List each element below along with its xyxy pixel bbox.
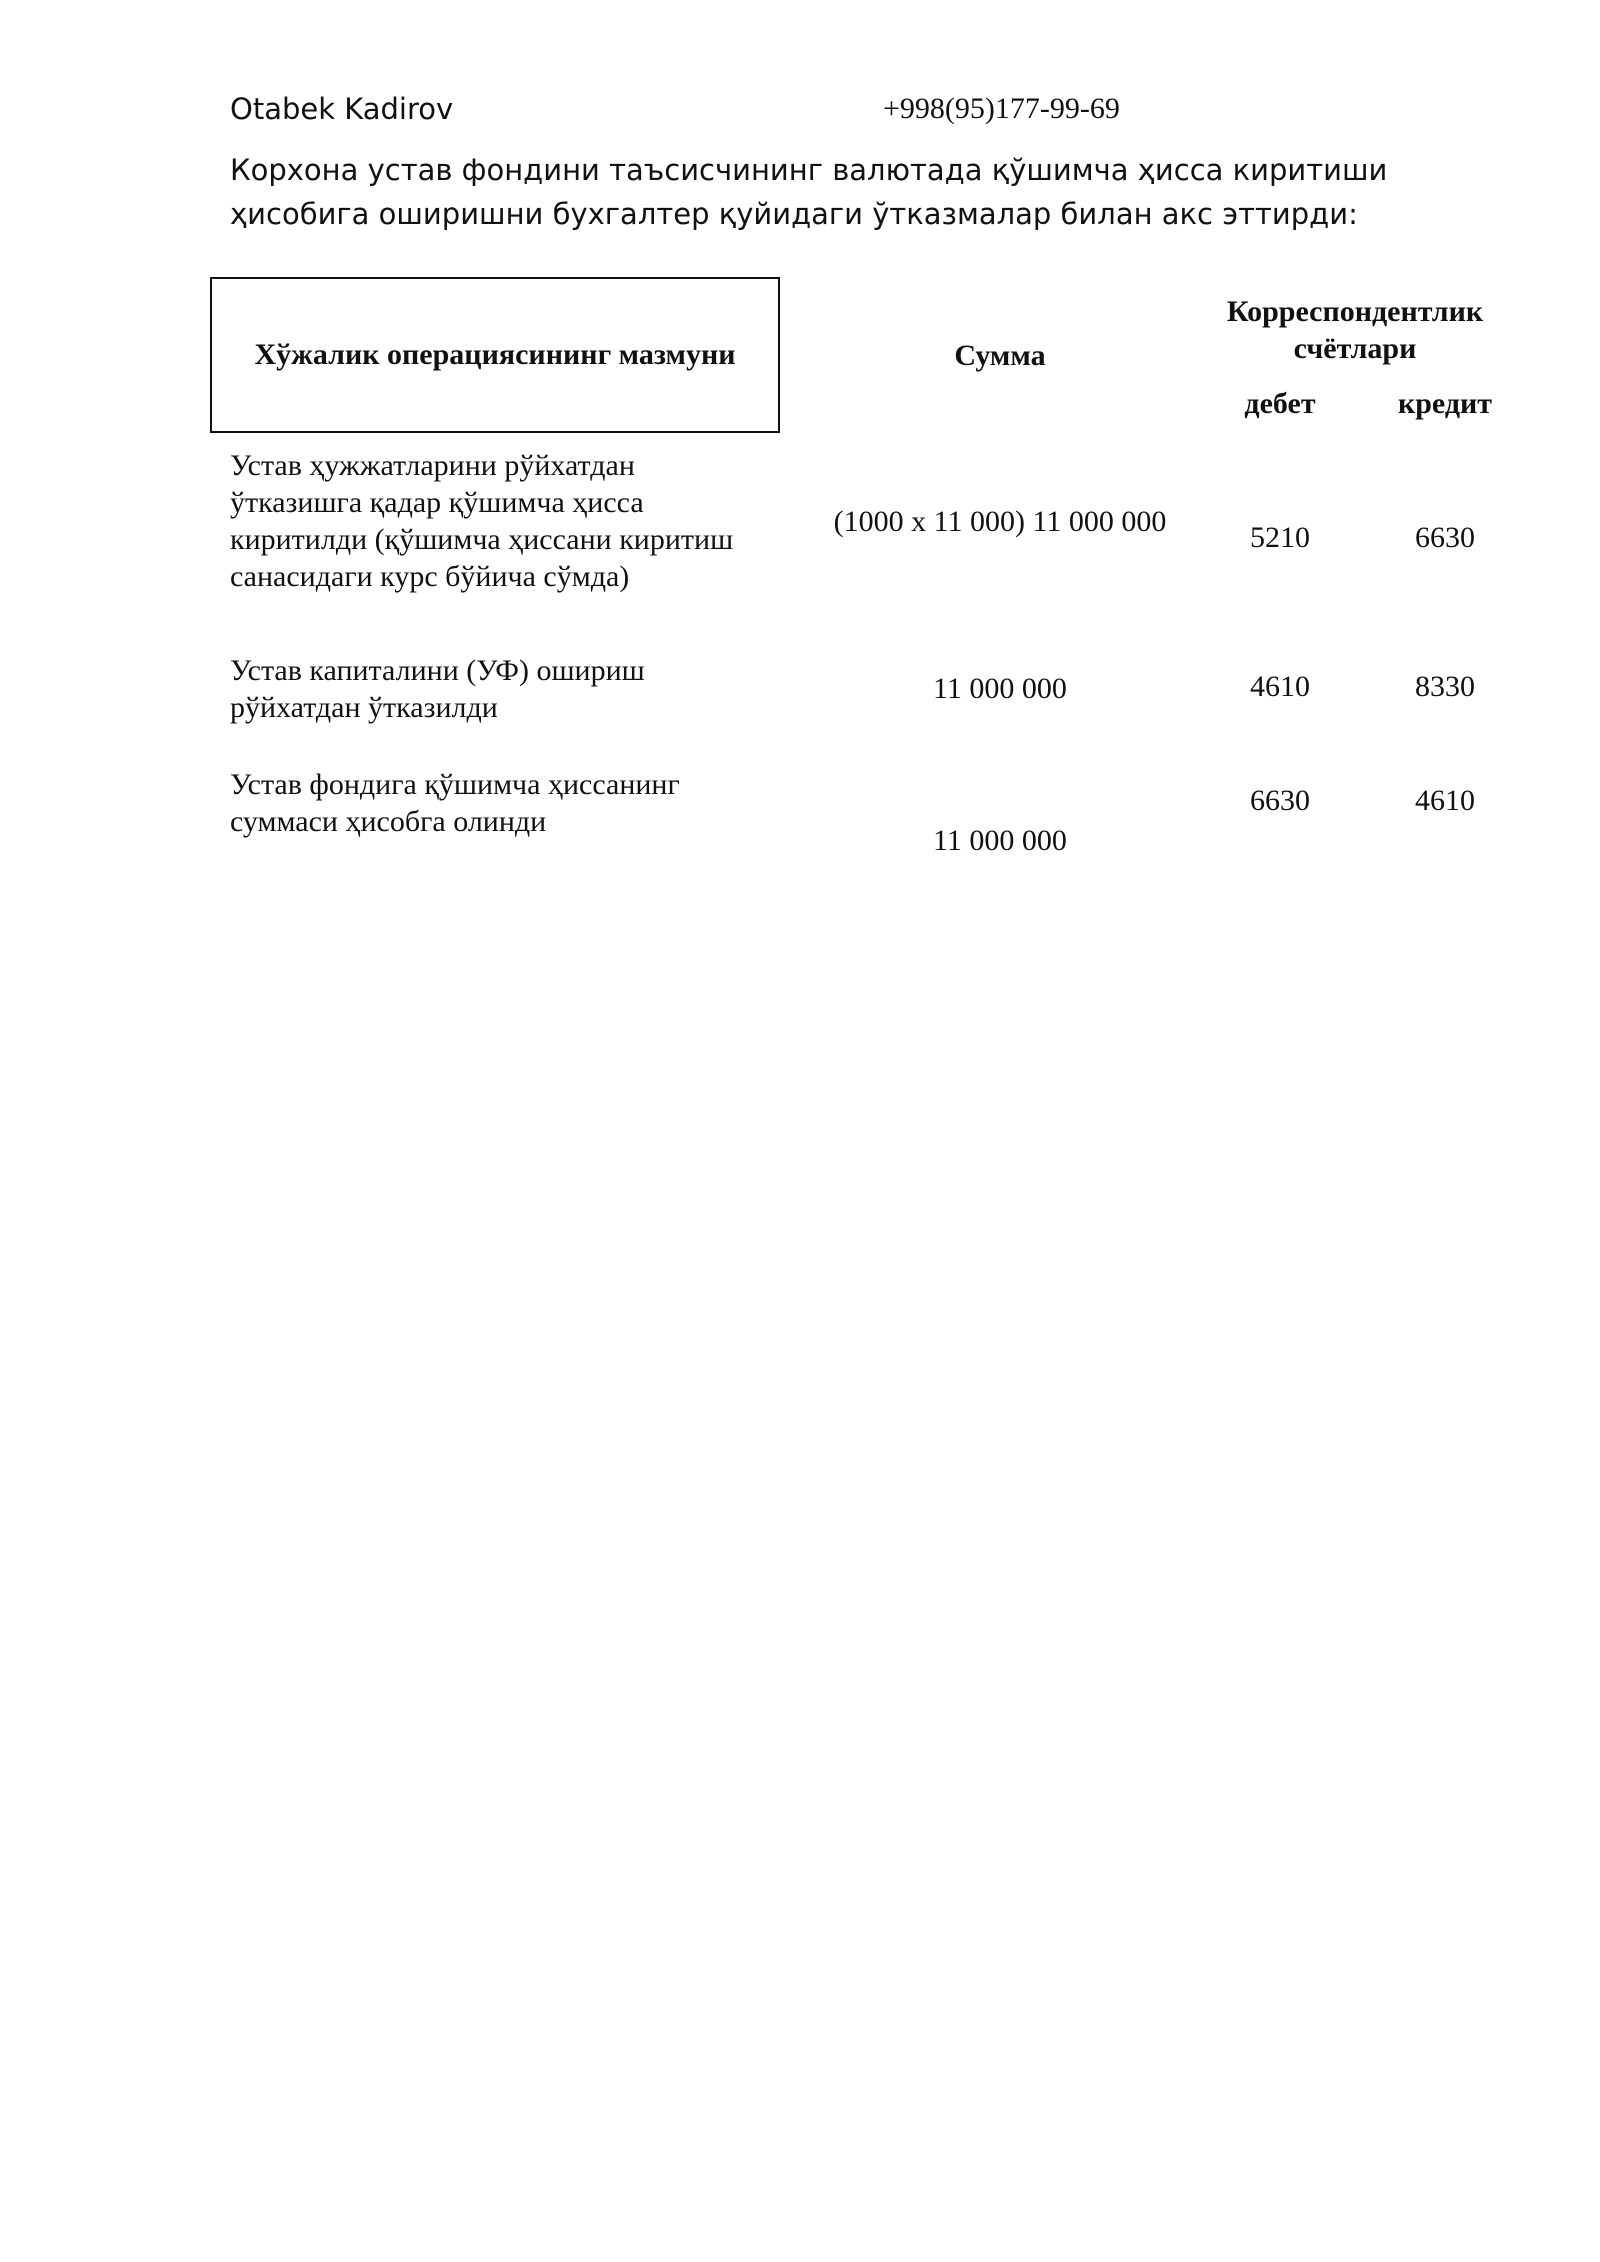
header-kredit: кредит — [1397, 387, 1493, 420]
row-description: Устав капиталини (УФ) ошириш рўйхатдан ўтказилди — [230, 654, 645, 724]
row-sum: (1000 x 11 000) 11 000 000 — [833, 505, 1167, 538]
row-kredit: 4610 — [1415, 784, 1475, 817]
row-kredit: 8330 — [1415, 670, 1475, 703]
row-sum: 11 000 000 — [933, 672, 1067, 705]
row-kredit: 6630 — [1415, 521, 1475, 554]
table-row — [210, 447, 1520, 637]
author-line — [230, 92, 1230, 134]
row-description: Устав ҳужжатларини рўйхатдан ўтказишга қадар қўшимча ҳисса киритилди (қўшимча ҳиссани киритиш санасидаги курс бўйича сўмда) — [230, 449, 734, 593]
header-correspondent-accounts: Корреспондентлик счётлари — [1226, 295, 1484, 365]
header-content: Хўжалик операциясининг мазмуни — [210, 277, 780, 433]
header-debet: дебет — [1244, 387, 1316, 420]
row-sum: 11 000 000 — [933, 824, 1067, 857]
intro-paragraph: Корхона устав фондини таъсисчининг валютада қўшимча ҳисса киритиши ҳисобига оширишни бухгалтер қуйидаги ўтказмалар билан акс эттирди: — [230, 153, 1388, 231]
author-name: Otabek Kadirov — [230, 92, 454, 126]
table-row — [210, 652, 1520, 732]
author-phone: +998(95)177-99-69 — [883, 92, 1120, 125]
row-debet: 4610 — [1250, 670, 1310, 703]
table-row — [210, 766, 1520, 866]
row-description: Устав фондига қўшимча ҳиссанинг суммаси ҳисобга олинди — [230, 768, 680, 838]
row-debet: 6630 — [1250, 784, 1310, 817]
row-debet: 5210 — [1250, 521, 1310, 554]
header-sum: Сумма — [954, 339, 1046, 372]
transactions-table — [210, 277, 1500, 877]
